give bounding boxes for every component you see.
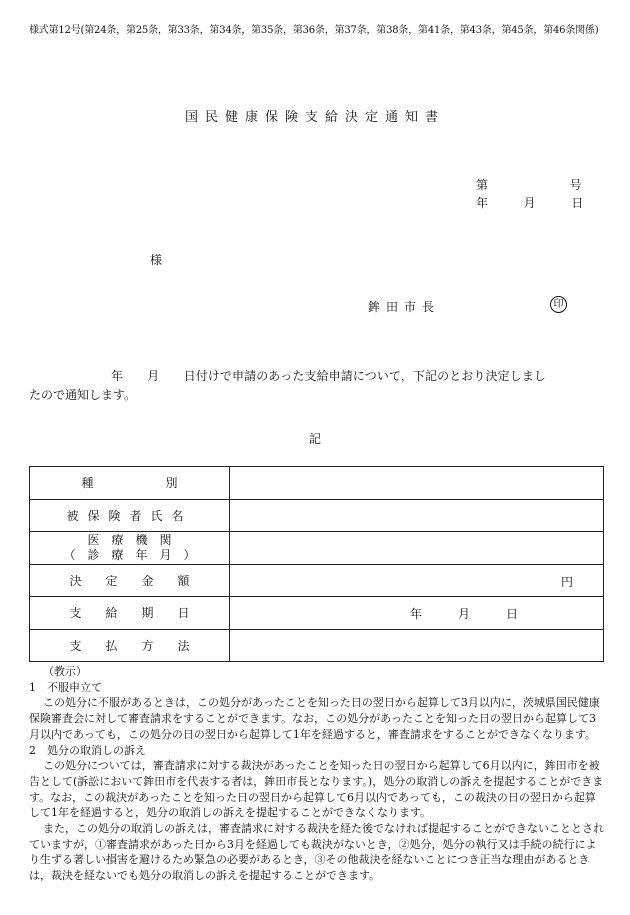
addressee-suffix: 様 <box>150 253 163 267</box>
value-insured <box>230 499 604 532</box>
label-medical <box>30 532 230 565</box>
instructions-header: （教示） <box>43 665 87 678</box>
table-row <box>30 564 604 597</box>
section-1-title: 1 不服申立て <box>29 680 102 694</box>
section-2-title: 2 処分の取消しの訴え <box>29 743 146 757</box>
label-pay-date: 支 給 期 日 <box>30 597 230 630</box>
body-line-1: 年 月 日付けで申請のあった支給申請について，下記のとおり決定しまし <box>111 369 547 383</box>
section-2-body-1: この処分については，審査請求に対する裁決があったことを知った日の翌日から起算して6月以内に，鉾田市を被告として(訴訟において鉾田市を代表する者は，鉾田市長となります。)，処分の取消しの訴えを提起することができます。なお，この裁決があったことを知った日の翌日から起算して6月以内であっても，この裁決の日の翌日から起算して1年を経過すると，処分の取消しの訴えを提起することができなくなります。 <box>29 759 604 820</box>
document-title: 国民健康保険支給決定通知書 <box>184 110 445 125</box>
ki-heading: 記 <box>308 432 321 446</box>
date-day: 日 <box>571 196 584 210</box>
value-kind <box>230 467 604 500</box>
pay-date-value: 年 月 日 <box>410 607 519 621</box>
date-year: 年 <box>476 196 489 210</box>
form-number: 様式第12号(第24条，第25条，第33条，第34条，第35条，第36条，第37条，第38条，第41条，第43条，第45条，第46条関係) <box>29 25 599 36</box>
instructions <box>29 664 604 884</box>
date-month: 月 <box>523 196 536 210</box>
body-line-2: たので通知します。 <box>29 388 137 402</box>
value-pay-date <box>230 597 604 630</box>
document-date <box>476 194 583 211</box>
table-row <box>30 532 604 565</box>
label-pay-method: 支 払 方 法 <box>30 629 230 662</box>
table-row <box>30 597 604 630</box>
issuer-name: 鉾田市長 <box>368 300 441 314</box>
table-row <box>30 467 604 500</box>
label-insured: 被保険者氏名 <box>30 499 230 532</box>
table-row <box>30 629 604 662</box>
doc-number-prefix: 第 <box>476 178 489 192</box>
yen-unit: 円 <box>560 574 573 589</box>
label-amount: 決 定 金 額 <box>30 564 230 597</box>
document-number <box>476 176 582 193</box>
label-medical-line2: （ 診 療 年 月 ） <box>63 547 196 562</box>
seal-mark: 印 <box>550 296 567 313</box>
value-pay-method <box>230 629 604 662</box>
section-2-body-2: また，この処分の取消しの訴えは，審査請求に対する裁決を経た後でなければ提起することができないこととされていますが，①審査請求があった日から3月を経過しても裁決がないとき，②処分，処分の執行又は手続の続行により生ずる著しい損害を避けるため緊急の必要があるとき，③その他裁決を経ないことにつき正当な理由があるときは，裁決を経ないでも処分の取消しの訴えを提起することができます。 <box>29 822 604 883</box>
body-text <box>29 367 609 405</box>
doc-number-suffix: 号 <box>569 178 582 192</box>
value-amount <box>230 564 604 597</box>
label-kind: 種 別 <box>30 467 230 500</box>
label-medical-line1: 医 療 機 関 <box>87 532 172 547</box>
table-row <box>30 499 604 532</box>
section-1-body: この処分に不服があるときは，この処分があったことを知った日の翌日から起算して3月以内に，茨城県国民健康保険審査会に対して審査請求をすることができます。なお，この処分があったことを知った日の翌日から起算して3月以内であっても，この処分の日の翌日から起算して1年を経過すると，審査請求をすることができなくなります。 <box>29 696 600 741</box>
decision-table <box>29 466 604 662</box>
value-medical <box>230 532 604 565</box>
